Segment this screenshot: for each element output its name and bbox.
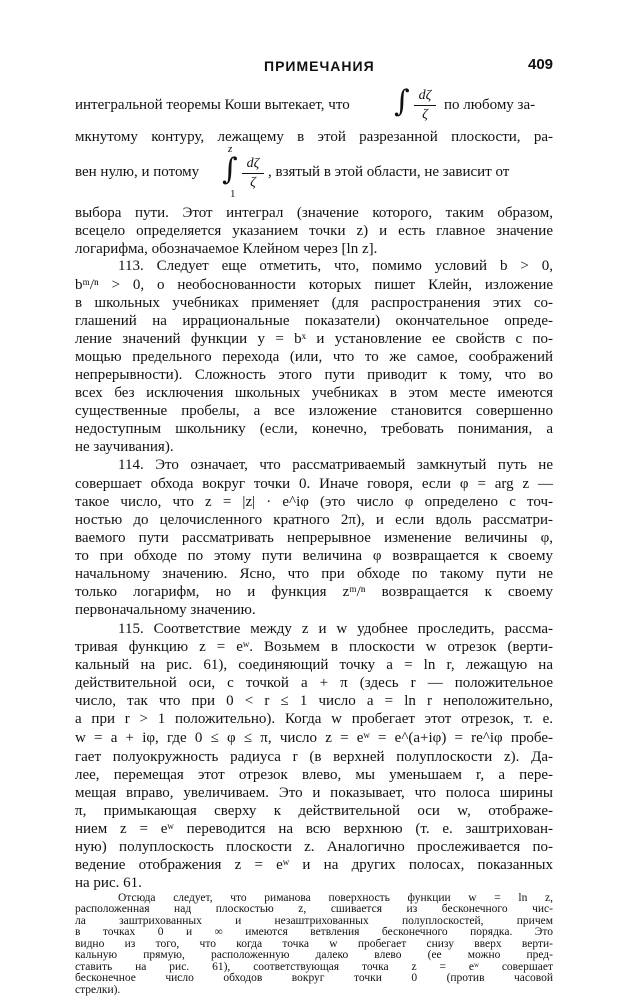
opening-line-5: всецело определяется указанием точки z) и есть главное значение [75,223,553,239]
fraction-numerator-2: dζ [246,156,260,171]
opening-line-3-after: , взятый в этой области, не зависит от [268,164,510,180]
note114-line: ваемого пути рассматривать непрерывное изменение величины φ, [75,530,553,546]
note114-line: ностью до целочисленного кратного 2π), и если вдоль рассматри- [75,512,553,528]
note113-line: ление значений функции y = bˣ и установление ее свойств с по- [75,331,553,347]
opening-line-4: выбора пути. Этот интеграл (значение которого, таким образом, [75,205,553,221]
closing-line: кальную прямую, расположенную далеко влево (ее можно пред- [75,949,553,962]
fraction-dzeta-over-zeta [414,88,436,123]
note115-line: 115. Соответствие между z и w удобнее проследить, рассма- [118,621,553,637]
note114-line: начальному значению. Ясно, что при обходе по такому пути не [75,566,553,582]
note115-line: на рис. 61. [75,875,142,891]
fraction-numerator: dζ [418,88,432,103]
integral-sign-definite: ∫ [222,152,238,187]
closing-line: стрелки). [75,983,121,996]
note115-line: w = a + iφ, где 0 ≤ φ ≤ π, число z = eʷ = e^(a+iφ) = re^iφ пробе- [75,730,553,746]
note115-line: а при r > 1 положительно). Когда w пробегает этот отрезок, т. е. [75,711,553,727]
note113-line: всех без исключения школьных учебниках в этом месте имеются [75,385,553,401]
integral-lower-limit: 1 [230,188,236,200]
note113-line: глашений на иррациональные показатели) окончательное опреде- [75,313,553,329]
note113-line: не заучивания). [75,439,174,455]
note113-line: существенные пробелы, а все изложение становится совершенно [75,403,553,419]
fraction-denominator-2: ζ [250,175,256,190]
note115-line: действительной оси, с точкой a + π (здесь r — положительное [75,675,553,691]
integral-sign: ∫ [394,84,410,119]
closing-line: видно из того, что когда точка w пробегает снизу вверх верти- [75,937,553,950]
closing-line: бесконечное число обходов вокруг точки 0 (против часовой [75,972,553,985]
page-number: 409 [528,56,554,73]
closing-line: расположенная над плоскостью z, сшивается из бесконечного чис- [75,903,553,916]
fraction-denominator: ζ [422,107,428,122]
note113-line: мощью предельного перехода (или, что то же самое, соображений [75,349,553,365]
opening-line-3-before: вен нулю, и потому [75,164,200,180]
note115-line: ведение отображения z = eʷ и на других полосах, показанных [75,857,553,873]
note114-line: 114. Это означает, что рассматриваемый замкнутый путь не [118,457,553,473]
note113-line: в школьных учебниках применяет (для распространения этих со- [75,295,553,311]
note114-line: совершает обхода вокруг точки 0. Иначе говоря, если φ = arg z — [75,476,553,492]
note115-line: кальный на рис. 61), соединяющий точку a = ln r, лежащую на [75,657,553,673]
note115-line: число, так что при 0 < r ≤ 1 число a = ln r неположительно, [75,693,553,709]
note113-line: непрерывности). Сложность этого пути приводит к тому, что во [75,367,553,383]
note114-line: первоначальному значению. [75,602,256,618]
opening-line-2: мкнутому контуру, лежащему в этой разрезанной плоскости, ра- [75,129,553,145]
closing-line: в точках 0 и ∞ имеются ветвления бесконечного порядка. Это [75,926,553,939]
note115-line: π, примыкающая сверху к действительной оси w, отображе- [75,803,553,819]
closing-line: ла заштрихованных и незаштрихованных полуплоскостей, причем [75,914,553,927]
integral-upper-limit: z [228,143,233,155]
opening-line-1-after: по любому за- [444,97,536,113]
note113-line: 113. Следует еще отметить, что, помимо условий b > 0, [118,258,553,274]
note115-line: мещая вправо, увеличиваем. Это и показывает, что полоса ширины [75,785,553,801]
note113-line: bᵐ/ⁿ > 0, о необоснованности которых пишет Клейн, изложение [75,277,553,293]
note113-line: недоступным школьнику (если, конечно, требовать понимания, а [75,421,553,437]
fraction-dzeta-over-zeta-2 [242,156,264,191]
running-header: ПРИМЕЧАНИЯ [264,58,375,74]
note114-line: то при обходе по этому пути величина φ возвращается к своему [75,548,553,564]
note115-line: нием z = eʷ переводится на всю верхнюю (т. е. заштрихован- [75,821,553,837]
note115-line: лее, перемещая этот отрезок влево, мы уменьшаем r, а пере- [75,767,553,783]
note114-line: только логарифм, но и функция zᵐ/ⁿ возвращается к своему [75,584,553,600]
note115-line: ную) полуплоскость плоскости z. Аналогично прослеживается по- [75,839,553,855]
opening-line-6: логарифма, обозначаемое Клейном через [ln z]. [75,241,378,257]
opening-line-1-before: интегральной теоремы Коши вытекает, что [75,97,350,113]
closing-line: ставить на рис. 61), соответствующая точка z = eʷ совершает [75,960,553,973]
note115-line: гает полуокружность радиуса r (в верхней полуплоскости z). Да- [75,749,553,765]
note115-line: тривая функцию z = eʷ. Возьмем в плоскости w отрезок (верти- [75,639,553,655]
note114-line: такое число, что z = |z| · e^iφ (это число φ определено с точ- [75,494,553,510]
closing-line: Отсюда следует, что риманова поверхность функции w = ln z, [118,892,553,904]
